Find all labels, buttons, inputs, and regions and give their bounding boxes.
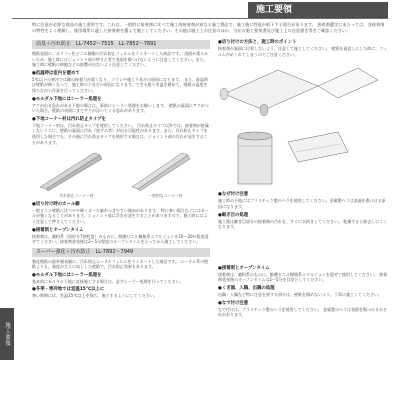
text-curl: 一般ビニル壁紙に比べやや硬くカール癖がつきやすい傾向があります。 特に寒い場合などにはカールが強くなることがあります。ジョイント部に浮きが発生することがありますので、施工時にはよく注意して押さえてください。 [32,207,209,224]
heading-sealer: ●モルダル下地にはシーラー処理を [32,96,102,102]
heading-care: ●なぜ付け注意 [218,192,249,198]
text-adhesive-right: 接着剤は、澱粉系のものに、酢酸ビニル樹脂系エマルジョンを混ぜて使用してください。 接着剤塗布後のオープンタイムは2〜5分を目安としてください。 [218,271,388,283]
text-adhesive: 接着剤は、澱粉系（固形分7割程度）のものに、酢酸ビニル樹脂系エマルジョンを10〜20％程度混ぜてください。接着剤塗布後は2〜5分程度のオープンタイムをとってから施工してください。 [32,233,209,245]
section-intro: 壁紙表面に、ポリフッ化ビニル樹脂の汚れ防止フィルムをラミネートした商品です。 表面が柔らかいため、施工時にはジョイント部の押さえ等で表面を傷つけないように注意してください。また、施工時に壁紙の伸縮などの影響が出ないよう注意してください。 [32,51,209,68]
heading-seam: ●継ぎ目の処理 [218,212,249,218]
heading-low-temp: ●低温時は室内を暖めて [32,70,80,76]
adhesive-bucket-illustration [218,122,388,188]
side-tab[interactable]: 施工要領 [0,308,14,360]
text-sealer: アクが出る恐れがある下地の場合は、事前にシーラー処理をお願いします。 壁紙の裏面にアクがついた場合、壁紙の表面にまでアクが浮いてくる恐れがあります。 [32,102,209,114]
caption-standard-corner: 一般的なコーナー材 [148,193,183,199]
intro-text: 特に注意が必要な商品の施工要領です。これは、一般的に接着剤に比べて施工用接着剤が異なる施工製品で、施工後に性能が低下する場合があります。 接着剤選定にあたっては、各接着剤の特性をよく理解し、使用場所に適した接着剤を選んで施工してください。その他は施工上の注意のほか、当社の施工要領書及び施工上の注意書き等をご確認ください。 [32,22,385,33]
corner-captions [32,193,210,199]
text-care: 施工時の下地にはプラスチック製のヘラを使用してください。金属製ヘラは表面を傷つける原因になります。 [218,198,386,209]
heading-corner: ●下地コーナー材は汚れ防止タイプを [32,116,106,122]
wallpaper-roll-illustration [218,60,388,120]
heading-cutting: ●切り付けの方法と、施工時のポイント [218,40,297,45]
text-winter: 寒い時期には、室温15℃以上を保ち、施工するようにしてください。 [32,293,158,299]
corner-material-illustration [32,147,210,193]
right-column [218,40,388,319]
stain-resistant-corner-image [40,153,102,191]
heading-smoothing: ●なで付け注意 [218,300,249,306]
section-bar-stain-resistant: 消臭＋汚れ防止 LL-7452〜7515 LL-7852〜7891 [32,40,210,49]
text-corners: 出隅・入隅など特に注意を要する部分は、壁紙を傷めないよう、丁寧に施工してください。 [218,291,382,297]
text-corner: 下地コーナー材は、汚れ防止タイプを使用してください。 汚れ防止タイプ以外では、接着剤が乾燥しないうちに、壁紙の裏面に汚れ（黒ずみ等）が出る可能性があります。また、汚れ防止タイプを使用した場合でも、その後に汚れ防止タイプを使用する場合は、ジョイント部の汚れが発生することがあります。 [32,122,209,145]
corner-material-figure [32,147,210,193]
page-title: 施工要領 [248,2,388,18]
heading-winter: ●冬季・寒冷地では室温15℃以上に [32,287,105,293]
rolled-wallpaper-image [220,68,378,116]
header-divider [12,18,388,19]
heading-adhesive-right: ●接着剤とオープンタイム [218,265,270,271]
text-smoothing: なで付けは、プラスチック製のヘラを使用してください。 金属製のヘラは表面を傷つけるおそれがあります。 [218,306,387,318]
text-low-temp: 5℃以下の寒冷では糊の接着力が弱くなり、フラレや施工不具合の原因になります。 また、低温時は壁紙が硬くなって、施工時の不具合の原因になります。できる限り室温を暖めて、壁紙の温度を保ちながら作業を行ってください。 [32,76,208,93]
heading-curl: ●切り付け時のカール癖 [32,201,80,207]
paper-sheet-image [288,132,348,162]
left-column [32,40,210,300]
standard-corner-image [132,153,190,191]
heading-corners: ●くぎ頭、入隅、出隅の処理 [218,285,275,291]
text-seam: 施工後は継ぎ目部分の接着剤の汚れを、すぐに水拭きしてください。 乾燥すると除去しにくくなります。 [218,218,388,230]
section2-intro: 強化壁紙の最外層表層に、汚れ防止エーテルフィルムをラミネートした商品です。 エーテル系の壁紙よりも、強度がさらに向上した壁紙で、汚れ防止効果もあります。 [32,258,209,270]
heading-sealer-2: ●モルダル下地にはシーラー処理を [32,272,102,278]
text-sealer-2: 基本的にモルタル下地に直接施工する場合は、必ずシーラー処理を行ってください。 [32,278,184,284]
caption-stain-resistant-corner: 汚れ防止コーナー材 [59,193,94,199]
bucket-image [238,132,272,184]
heading-adhesive: ●接着剤とオープンタイム [32,227,84,233]
section-bar-super-reinforced: スーパー強化＋汚れ防止 LL-7892〜7949 [32,248,210,257]
text-cutting: 接着剤が裏面に付着しないよう、注意して施工してください。 壁紙を裏返しにした時に、フィルムがめくれてしまうのでご注意ください。 [218,46,387,57]
